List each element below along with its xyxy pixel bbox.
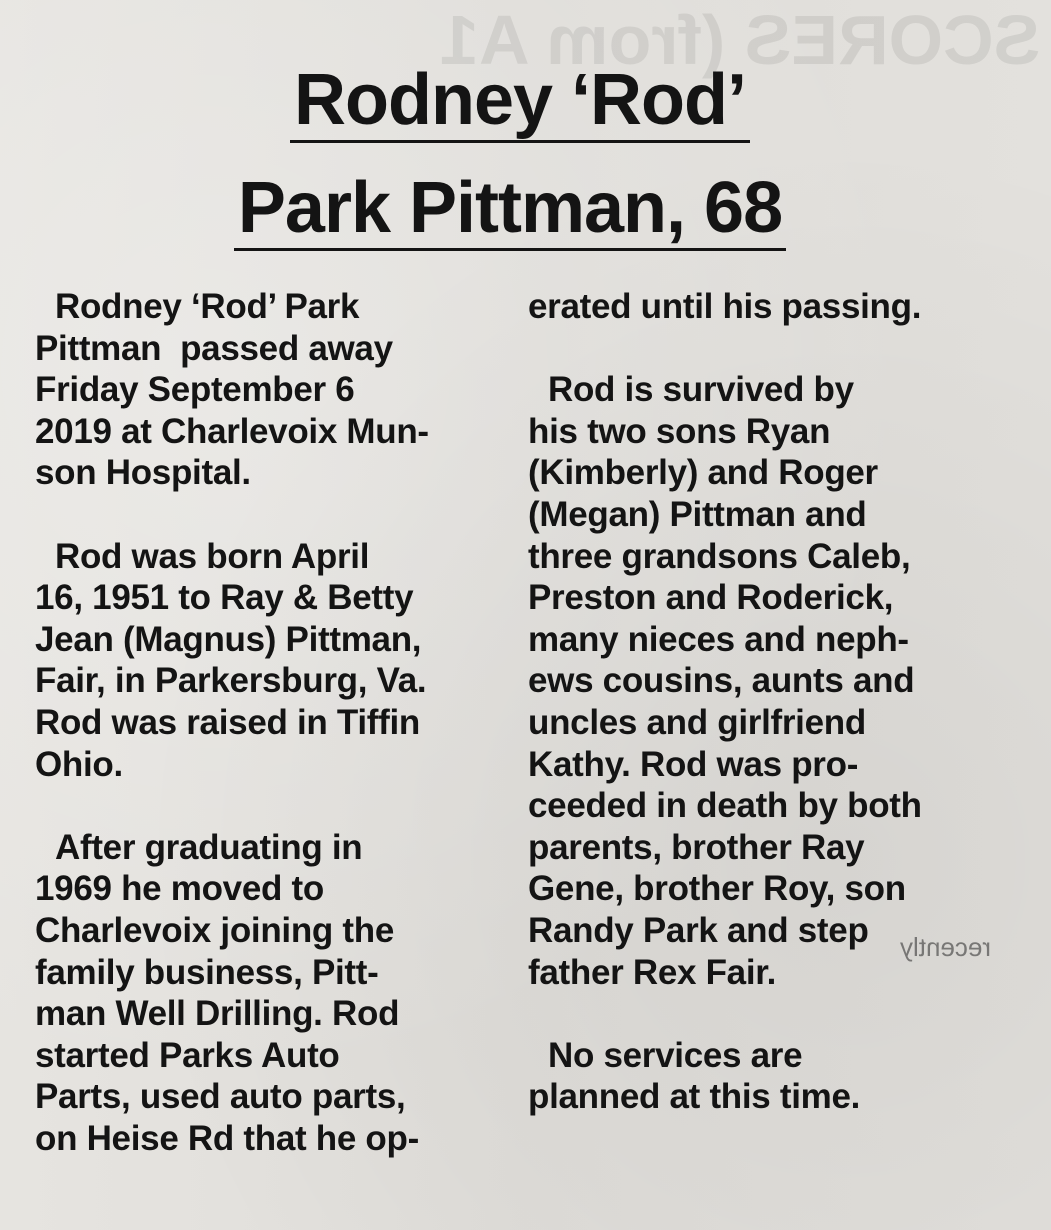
paragraph-gap xyxy=(528,993,998,1035)
text-line: planned at this time. xyxy=(528,1077,861,1117)
text-line: No services are xyxy=(548,1035,803,1075)
headline-line-1: Rodney ‘Rod’ xyxy=(290,60,750,143)
text-line: Pittman passed away xyxy=(35,328,393,368)
text-line: uncles and girlfriend xyxy=(528,702,866,742)
text-line: parents, brother Ray xyxy=(528,827,865,867)
text-line: his two sons Ryan xyxy=(528,411,831,451)
text-line: Kathy. Rod was pro- xyxy=(528,744,859,784)
text-line: on Heise Rd that he op- xyxy=(35,1118,419,1158)
text-line: Rodney ‘Rod’ Park xyxy=(55,287,360,326)
text-line: Randy Park and step xyxy=(528,910,869,950)
paragraph-gap xyxy=(528,328,998,370)
show-through-text-top: SCORES (from A1 xyxy=(440,1,1041,79)
text-line: Rod is survived by xyxy=(548,370,854,410)
text-line: Fair, in Parkersburg, Va. xyxy=(35,661,427,701)
text-line: ews cousins, aunts and xyxy=(528,661,915,701)
text-line: Rod was raised in Tiffin xyxy=(35,702,420,742)
text-line: 1969 he moved to xyxy=(35,869,324,909)
text-line: Charlevoix joining the xyxy=(35,910,395,950)
text-line: Jean (Magnus) Pittman, xyxy=(35,619,422,659)
show-through-text-side: recently xyxy=(900,932,992,962)
text-line: (Megan) Pittman and xyxy=(528,494,867,534)
text-line: Rod was born April xyxy=(55,536,370,576)
text-line: man Well Drilling. Rod xyxy=(35,994,400,1034)
text-line: Preston and Roderick, xyxy=(528,578,894,618)
headline-line-2: Park Pittman, 68 xyxy=(234,168,786,251)
text-line: Ohio. xyxy=(35,744,123,784)
paragraph-gap xyxy=(35,494,505,536)
text-line: Gene, brother Roy, son xyxy=(528,869,906,909)
text-line: family business, Pitt- xyxy=(35,952,379,992)
obituary-right-column xyxy=(528,286,998,1118)
text-line: Friday September 6 xyxy=(35,370,355,410)
text-line: ceeded in death by both xyxy=(528,786,922,826)
paragraph-gap xyxy=(35,785,505,827)
text-line: son Hospital. xyxy=(35,453,251,493)
text-line: many nieces and neph- xyxy=(528,619,909,659)
text-line: 16, 1951 to Ray & Betty xyxy=(35,578,414,618)
obituary-headline xyxy=(0,60,1020,276)
text-line: 2019 at Charlevoix Mun- xyxy=(35,411,429,451)
text-line: After graduating in xyxy=(55,827,363,867)
text-line: started Parks Auto xyxy=(35,1035,340,1075)
text-line: (Kimberly) and Roger xyxy=(528,453,878,493)
text-line: erated until his passing. xyxy=(528,287,922,326)
text-line: Parts, used auto parts, xyxy=(35,1077,406,1117)
text-line: father Rex Fair. xyxy=(528,952,777,992)
obituary-left-column xyxy=(35,286,505,1159)
text-line: three grandsons Caleb, xyxy=(528,536,911,576)
